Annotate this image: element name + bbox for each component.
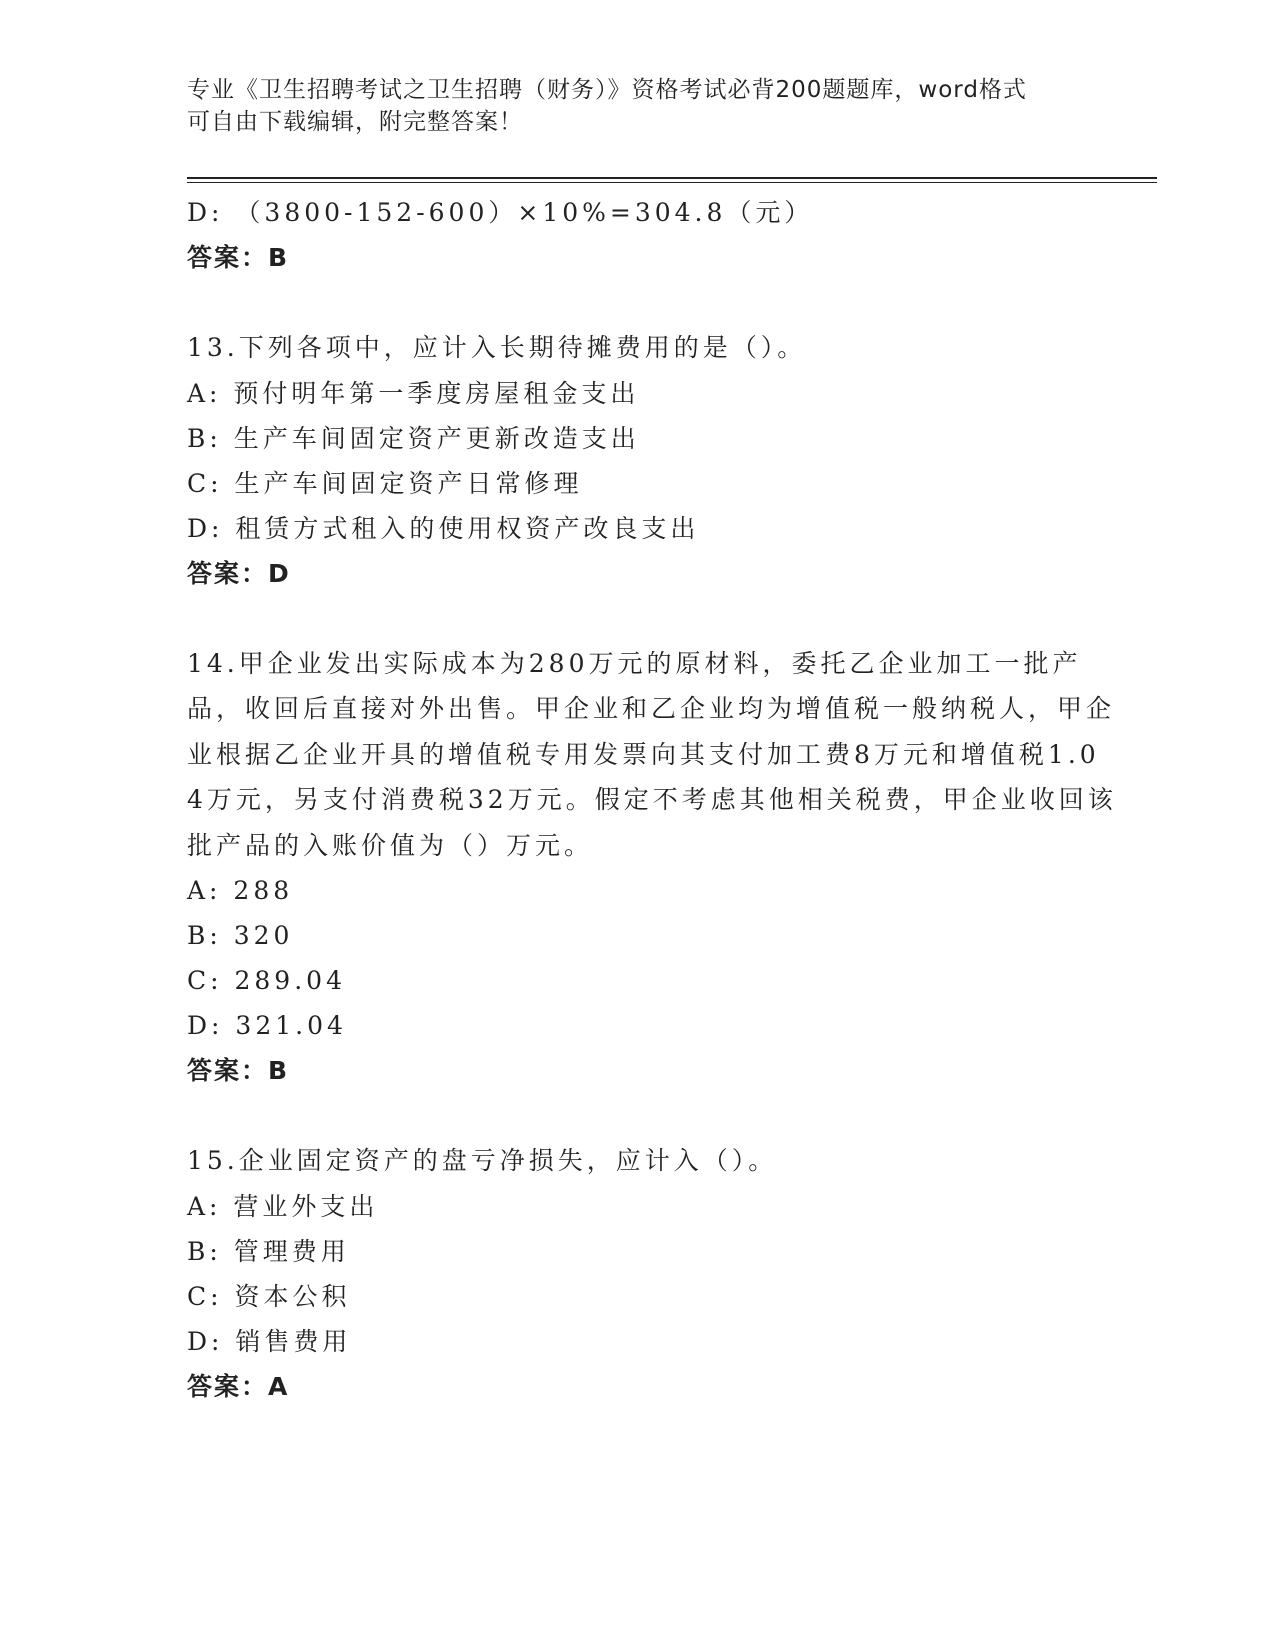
option-c: C: 289.04 xyxy=(187,966,346,995)
answer-label: 答案：A xyxy=(187,1371,290,1401)
header-divider-thick xyxy=(187,177,1157,179)
document-header xyxy=(187,74,1087,138)
option-b: B: 生产车间固定资产更新改造支出 xyxy=(187,423,640,453)
option-b: B: 320 xyxy=(187,921,294,950)
question-stem: 15.企业固定资产的盘亏净损失，应计入（）。 xyxy=(187,1146,778,1175)
option-a: A: 预付明年第一季度房屋租金支出 xyxy=(187,378,640,408)
header-divider-thin xyxy=(187,182,1157,183)
question-list xyxy=(187,190,1117,1409)
question-15 xyxy=(187,1138,1117,1409)
answer-label: 答案：B xyxy=(187,1056,290,1085)
question-14 xyxy=(187,641,1117,1094)
spacer xyxy=(187,280,1117,325)
question-stem: 14.甲企业发出实际成本为280万元的原材料，委托乙企业加工一批产品，收回后直接对外出售。甲企业和乙企业均为增值税一般纳税人，甲企业根据乙企业开具的增值税专用发票向其支付加工费8万元和增值税1.04万元，另支付消费税32万元。假定不考虑其他相关税费，甲企业收回该批产品的入账价值为（）万元。 xyxy=(187,648,1117,860)
header-line-2: 可自由下载编辑，附完整答案！ xyxy=(187,109,523,135)
option-d: D: 租赁方式租入的使用权资产改良支出 xyxy=(187,513,700,543)
option-d: D: （3800-152-600）×10%=304.8（元） xyxy=(187,198,814,227)
option-d: D: 321.04 xyxy=(187,1011,347,1040)
option-c: C: 生产车间固定资产日常修理 xyxy=(187,468,583,498)
option-b: B: 管理费用 xyxy=(187,1236,350,1266)
answer-label: 答案：D xyxy=(187,558,291,588)
answer-label: 答案：B xyxy=(187,243,290,272)
spacer xyxy=(187,596,1117,641)
header-line-1: 专业《卫生招聘考试之卫生招聘（财务）》资格考试必背200题题库，word格式 xyxy=(187,77,1027,103)
option-d: D: 销售费用 xyxy=(187,1326,352,1356)
spacer xyxy=(187,1093,1117,1138)
question-13 xyxy=(187,325,1117,596)
question-stem: 13.下列各项中，应计入长期待摊费用的是（）。 xyxy=(187,333,807,362)
option-a: A: 288 xyxy=(187,876,294,905)
previous-question-tail xyxy=(187,190,1117,280)
option-a: A: 营业外支出 xyxy=(187,1191,379,1221)
option-c: C: 资本公积 xyxy=(187,1281,351,1311)
